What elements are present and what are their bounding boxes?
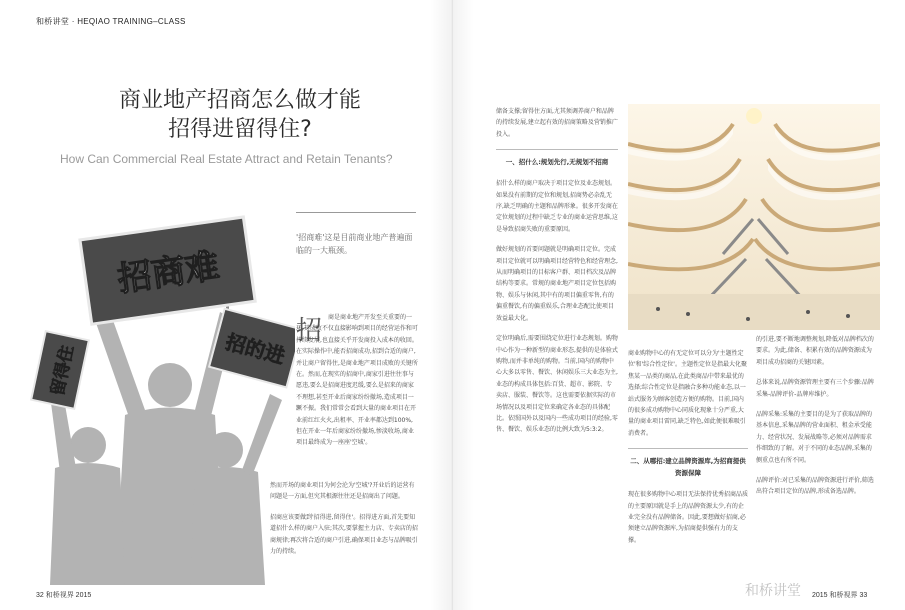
paragraph: 招什么样的商户取决于项目定位及业态规划。如果没有前期的定位和规划,招商势必杂乱无序,缺乏明确的主题和品牌形象。很多开发商在定位规划的过程中缺乏专业的商业运营思维,这是导致招商失败的重要原因。 <box>496 180 618 233</box>
paragraph: 做好规划的首要问题就是明确项目定位。完成项目定位就可以明确项目经营特色和经营理念,从而明确项目的目标客户群、项目档次及品牌结构等要求。常规的商业地产项目定位包括购物、娱乐与休闲,其中有的项目偏重零售,有的偏重餐饮,有的偏重娱乐,合理业态配比使项目效益最大化。 <box>496 246 618 322</box>
body-column-2 <box>270 480 420 566</box>
body-column-3 <box>496 106 618 445</box>
paragraph: 招商应该要做到'招得进,留得住'。招得进方面,首先要知道招什么样的商户入驻;其次,要掌握主力店、专卖店的招商规律;再次将合适的商户引进,确保项目业态与品牌吸引力的持续。 <box>270 513 418 556</box>
paragraph: 品牌评价:对已采集的品牌资源进行评价,筛选出符合项目定位的品牌,形成备选品牌。 <box>756 477 874 496</box>
paragraph: 商业购物中心的有无定位可以分为'主题性定位'和'综合性定位'。主题性定位是指最大化聚焦某一品类的商品,在此类商品中带来最优的选择;综合性定位是指融合多种功能业态,以一站式服务为顾客创造方便的购物。目前,国内的很多成功购物中心同质化现象十分严重,大量的商业项目雷同,缺乏特色,如此便很难吸引消费者。 <box>628 350 747 437</box>
section-rule <box>628 448 748 449</box>
sign-zhaodejin: 招的进 <box>223 329 288 369</box>
paragraph: 定位明确后,需要围绕定位进行业态规划。购物中心作为一种新型的商业形态,提供的是体验式购物,而并非单纯的购物。当前,国内的购物中心大多以零售、餐饮、休闲娱乐三大业态为主,业态的构成具体包括:百货、超市、影院、专卖店、服装、餐饮等。这也需要依据实际的市场情况以及项目定位来确定各业态的具体配比。依照国外以及国内一些成功项目的经验,零售、餐饮、娱乐业态的比例大致为5:3:2。 <box>496 335 618 434</box>
page-gutter <box>452 0 453 610</box>
mall-atrium-photo <box>628 104 880 330</box>
sign-liudezhu: 留得住 <box>47 343 79 398</box>
paragraph: 品牌采集:采集的主要目的是为了获取品牌的基本信息,采集品牌的营业面积、租金承受能力、经营状况、发展战略等,必须对品牌需求作细致的了解。对于不同的业态品牌,采集的侧重点也有所不同。 <box>756 411 873 464</box>
title-line-2: 招得进留得住? <box>168 117 312 142</box>
sign-zhaoshangnan: 招商难 <box>115 246 222 300</box>
body-column-5 <box>756 334 876 507</box>
body-column-1: 商是商业地产开发至关重要的一环,其成败不仅直接影响到项目的经营运作和可持续发展,也直接关乎开发商投入成本的收回。在实际操作中,能否招商成功,招到合适的商户,并让商户留得住,是商业地产项目成败的关键所在。然而,在现实的招商中,商家引进往往事与愿违,要么是招商进度迟缓,要么是招来的商家不理想,甚至开业后商家纷纷撤场,造成项目一蹶不振。我们常常会看到大量的商业项目在开业前红红火火,出租率、开业率都达到100%,但在开业一年后商家纷纷撤场,惨淡收场,商业项目最终成为一座座'空城'。 <box>296 314 418 447</box>
intro-quote: '招商难'这是目前商业地产普遍面临的一大瓶颈。 <box>296 233 413 255</box>
paragraph: 的引进,要不断地调整规划,降低对品牌档次的要求。为此,储备、积累有效的品牌资源成为项目成功招商的关键因素。 <box>756 336 874 366</box>
article-title <box>60 86 420 144</box>
watermark: 和桥讲堂 <box>745 582 801 598</box>
section-heading-2: 二、从哪招:建立品牌资源库,为招商提供资源保障 <box>630 457 746 478</box>
footer-right: 2015 和桥视界 33 <box>812 592 868 599</box>
drop-cap: 招 <box>296 316 323 346</box>
title-line-1: 商业地产招商怎么做才能 <box>118 88 361 113</box>
body-column-4 <box>628 348 748 555</box>
protest-signs-illustration <box>20 200 295 585</box>
section-rule <box>496 149 618 150</box>
article-subtitle: How Can Commercial Real Estate Attract and Retain Tenants? <box>60 152 393 166</box>
paragraph: 现在很多购物中心项目无法保持优秀招商品质的主要原因就是手上的品牌资源太少,有的企业完全没有品牌储备。因此,要想做好招商,必须建立品牌资源库,为招商提供强有力的支撑。 <box>628 491 749 544</box>
paragraph: 储备支撑;留得住方面,尤其须调养商户和品牌的持续发展,建立起有效的招商策略及营销推广投入。 <box>496 108 618 138</box>
footer-left: 32 和桥视界 2015 <box>36 592 92 599</box>
paragraph: 总体来说,品牌资源管理主要有三个步骤:品牌采集-品牌评价-品牌库维护。 <box>756 379 874 398</box>
paragraph: 然而开场的商业项目为何会沦为'空城'?开业后的运营有问题是一方面,但究其根源往往还是招商出了问题。 <box>270 482 415 501</box>
intro-rule <box>296 212 416 213</box>
section-heading-1: 一、招什么:规划先行,无规划不招商 <box>505 158 609 167</box>
section-header: 和桥讲堂 · HEQIAO TRAINING–CLASS <box>36 17 186 26</box>
